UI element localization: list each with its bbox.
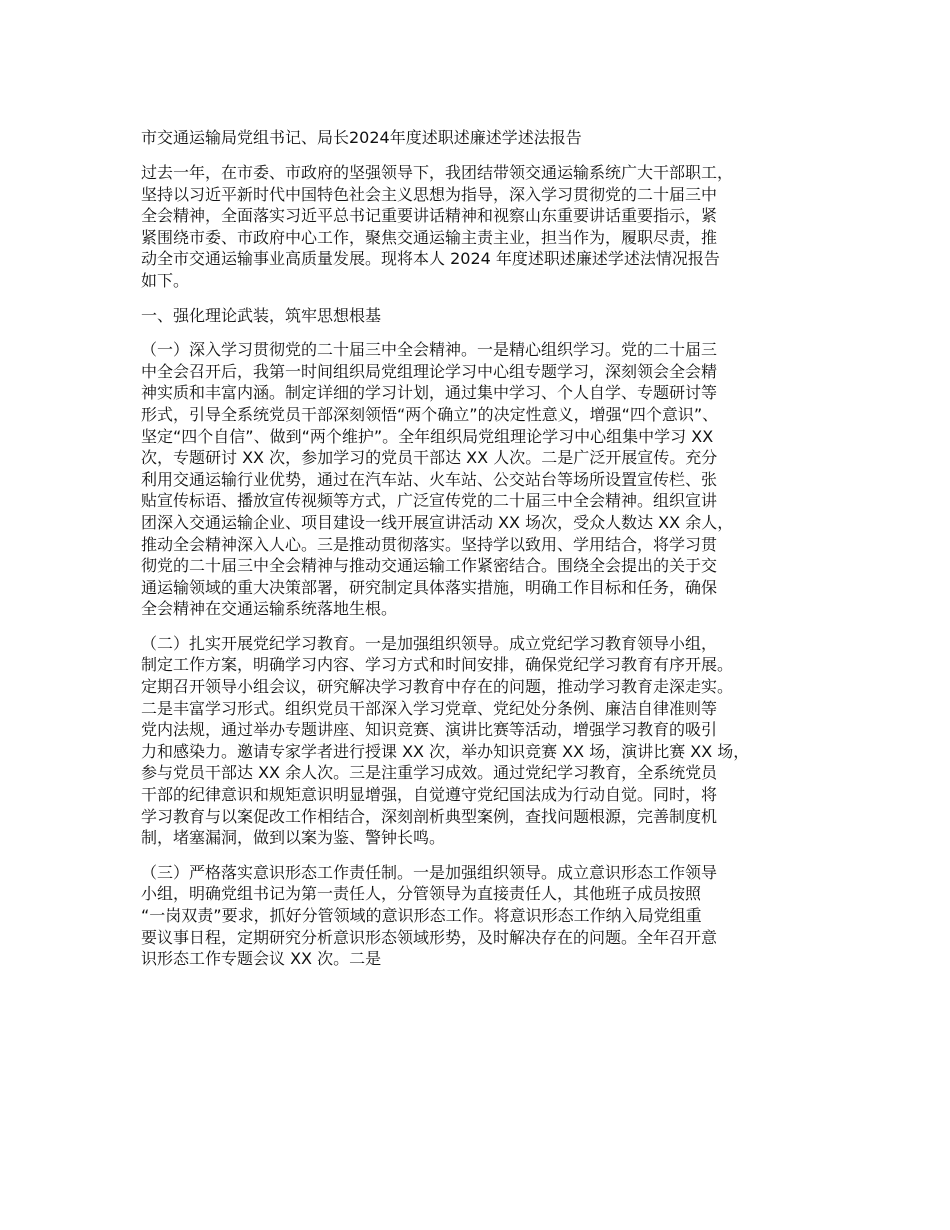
paragraph-list (141, 162, 831, 970)
text-line: 彻党的二十届三中全会精神与推动交通运输工作紧密结合。围绕全会提出的关于交 (141, 556, 718, 576)
text-line: 坚定“四个自信”、做到“两个维护”。全年组织局党组理论学习中心组集中学习 XX (141, 426, 714, 446)
text-line: （一）深入学习贯彻党的二十届三中全会精神。一是精心组织学习。党的二十届三 (141, 340, 718, 360)
text-line: 中全会召开后，我第一时间组织局党组理论学习中心组专题学习，深刻领会全会精 (141, 361, 718, 381)
text-line: 全会精神在交通运输系统落地生根。 (141, 599, 398, 619)
text-line: 党内法规，通过举办专题讲座、知识竞赛、演讲比赛等活动，增强学习教育的吸引 (141, 720, 718, 740)
paragraph (141, 162, 831, 292)
text-line: 如下。 (141, 270, 190, 290)
text-line: 过去一年，在市委、市政府的坚强领导下，我团结带领交通运输系统广大干部职工， (141, 163, 734, 182)
text-line: 利用交通运输行业优势，通过在汽车站、火车站、公交站台等场所设置宣传栏、张 (141, 469, 718, 489)
text-line: 定期召开领导小组会议，研究解决学习教育中存在的问题，推动学习教育走深走实。 (141, 677, 734, 697)
document-body (141, 127, 831, 983)
text-line: 贴宣传标语、播放宣传视频等方式，广泛宣传党的二十届三中全会精神。组织宣讲 (141, 491, 718, 511)
text-line: 团深入交通运输企业、项目建设一线开展宣讲活动 XX 场次，受众人数达 XX 余人， (141, 512, 734, 532)
text-line: 紧围绕市委、市政府中心工作，聚焦交通运输主责主业，担当作为，履职尽责，推 (141, 227, 718, 247)
text-line: 一、强化理论武装，筑牢思想根基 (141, 305, 382, 325)
document-title: 市交通运输局党组书记、局长2024年度述职述廉述学述法报告 (141, 128, 582, 147)
text-line: 要议事日程，定期研究分析意识形态领域形势，及时解决存在的问题。全年召开意 (141, 927, 718, 947)
text-line: 制，堵塞漏洞，做到以案为鉴、警钟长鸣。 (141, 828, 446, 848)
paragraph (141, 339, 831, 620)
paragraph (141, 862, 831, 970)
text-line: 学习教育与以案促改工作相结合，深刻剖析典型案例，查找问题根源，完善制度机 (141, 806, 718, 826)
text-line: 次，专题研讨 XX 次，参加学习的党员干部达 XX 人次。二是广泛开展宣传。充分 (141, 448, 718, 468)
text-line: 全会精神，全面落实习近平总书记重要讲话精神和视察山东重要讲话重要指示，紧 (141, 206, 718, 226)
text-line: 制定工作方案，明确学习内容、学习方式和时间安排，确保党纪学习教育有序开展。 (141, 655, 734, 675)
text-line: 参与党员干部达 XX 余人次。三是注重学习成效。通过党纪学习教育，全系统党员 (141, 763, 718, 783)
text-line: 通运输领域的重大决策部署，研究制定具体落实措施，明确工作目标和任务，确保 (141, 577, 718, 597)
text-line: 坚持以习近平新时代中国特色社会主义思想为指导，深入学习贯彻党的二十届三中 (141, 184, 718, 204)
text-line: 动全市交通运输事业高质量发展。现将本人 2024 年度述职述廉述学述法情况报告 (141, 249, 720, 269)
text-line: “一岗双责”要求，抓好分管领域的意识形态工作。将意识形态工作纳入局党组重 (141, 906, 702, 925)
section-heading (141, 305, 831, 327)
text-line: 干部的纪律意识和规矩意识明显增强，自觉遵守党纪国法成为行动自觉。同时，将 (141, 785, 718, 805)
text-line: 小组，明确党组书记为第一责任人，分管领导为直接责任人，其他班子成员按照 (141, 884, 702, 904)
text-line: 形式，引导全系统党员干部深刻领悟“两个确立”的决定性意义，增强“四个意识”、 (141, 404, 719, 424)
text-line: 神实质和丰富内涵。制定详细的学习计划，通过集中学习、个人自学、专题研讨等 (141, 383, 718, 403)
text-line: 推动全会精神深入人心。三是推动贯彻落实。坚持学以致用、学用结合，将学习贯 (141, 534, 718, 554)
text-line: 二是丰富学习形式。组织党员干部深入学习党章、党纪处分条例、廉洁自律准则等 (141, 698, 718, 718)
paragraph (141, 633, 831, 849)
text-line: 识形态工作专题会议 XX 次。二是 (141, 949, 382, 969)
text-line: 力和感染力。邀请专家学者进行授课 XX 次，举办知识竞赛 XX 场，演讲比赛 XX 场， (141, 741, 750, 761)
text-line: （三）严格落实意识形态工作责任制。一是加强组织领导。成立意识形态工作领导 (141, 862, 718, 882)
text-line: （二）扎实开展党纪学习教育。一是加强组织领导。成立党纪学习教育领导小组， (141, 633, 718, 653)
